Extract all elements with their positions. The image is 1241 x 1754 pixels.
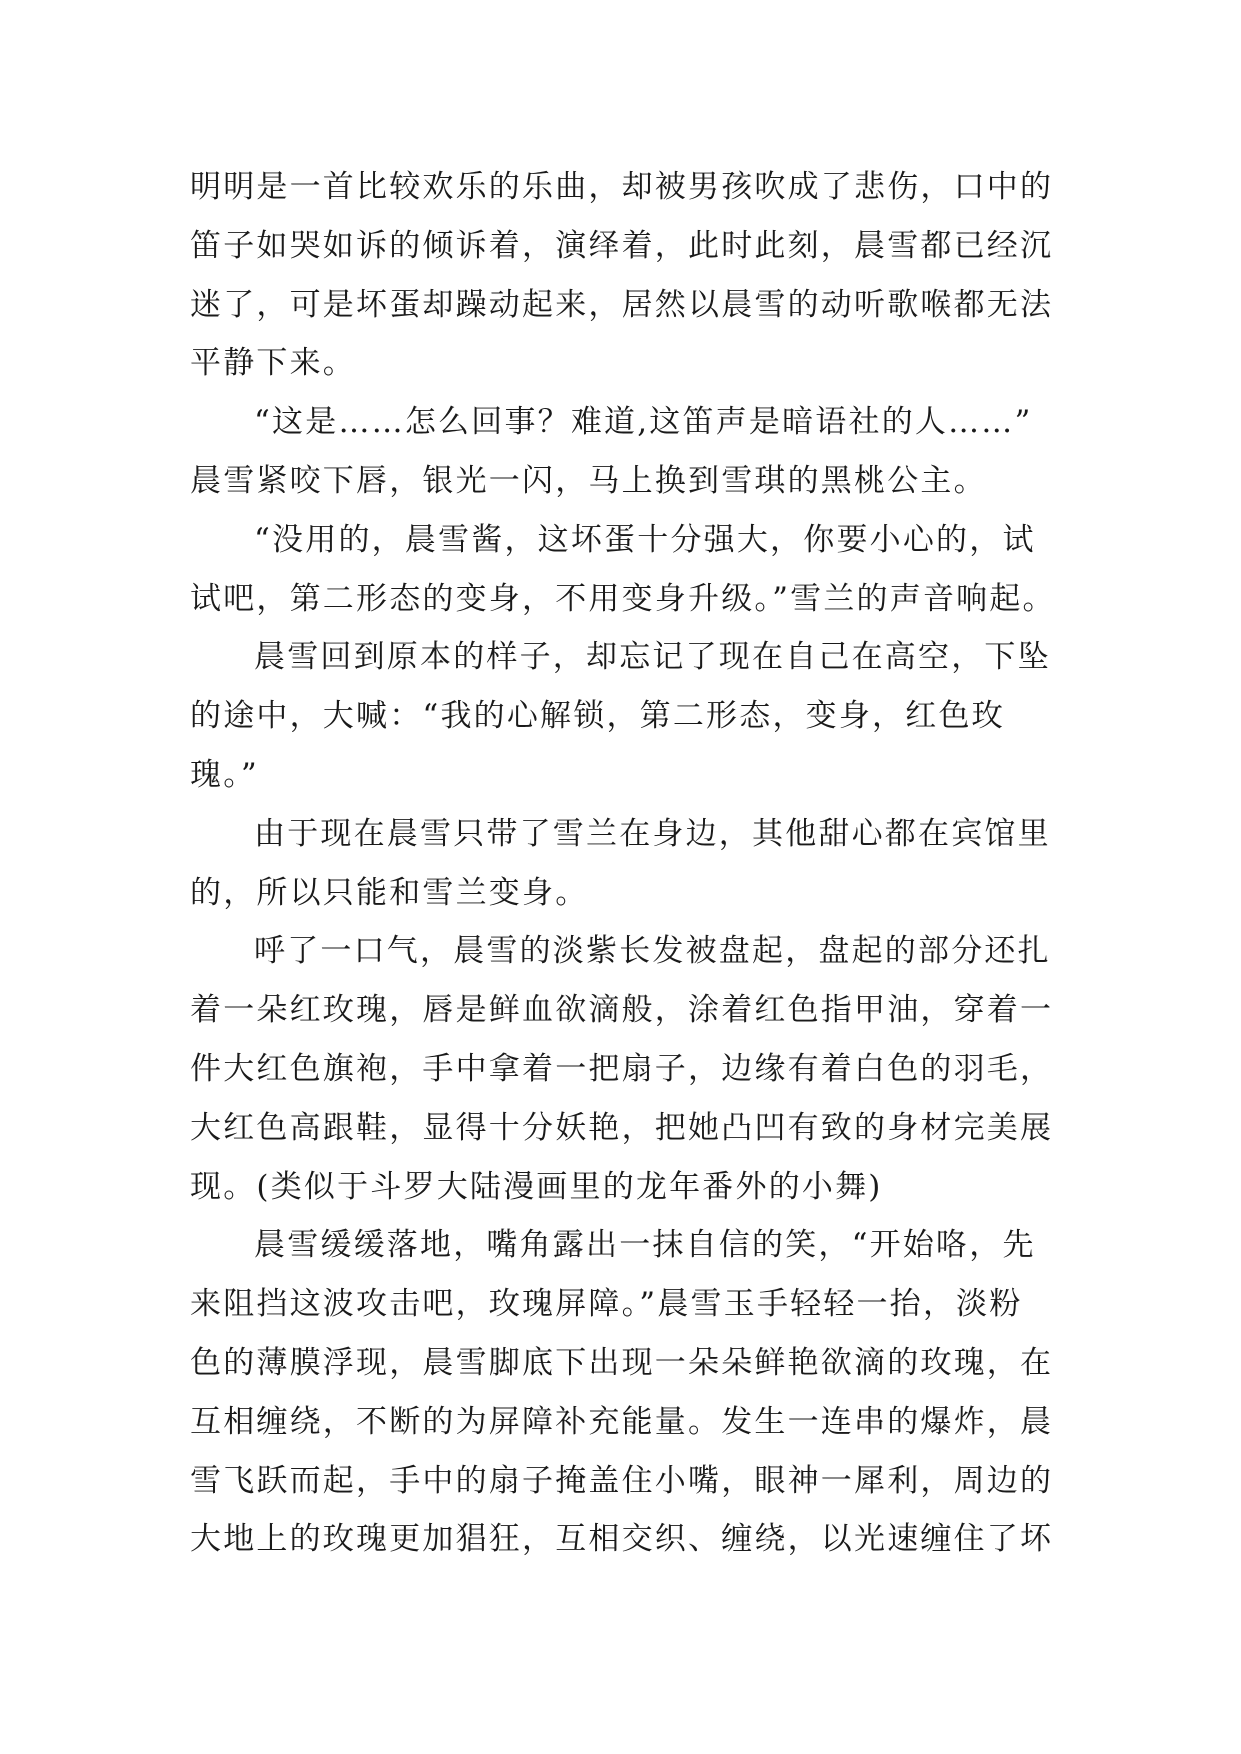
- text-line: 平静下来。: [190, 345, 356, 382]
- document-text: [190, 158, 1070, 1569]
- text-line: 试吧，第二形态的变身，不用变身升级。”雪兰的声音响起。: [190, 580, 1056, 617]
- text-line: 大地上的玫瑰更加猖狂，互相交织、缠绕，以光速缠住了坏: [190, 1521, 1054, 1558]
- text-line: 互相缠绕，不断的为屏障补充能量。发生一连串的爆炸，晨: [190, 1403, 1054, 1440]
- text-line: 着一朵红玫瑰，唇是鲜血欲滴般，涂着红色指甲油，穿着一: [190, 992, 1054, 1029]
- text-line: 大红色高跟鞋，显得十分妖艳，把她凸凹有致的身材完美展: [190, 1109, 1054, 1146]
- text-line: 现。(类似于斗罗大陆漫画里的龙年番外的小舞): [190, 1168, 883, 1205]
- text-line: 雪飞跃而起，手中的扇子掩盖住小嘴，眼神一犀利，周边的: [190, 1462, 1054, 1499]
- text-line: 瑰。”: [190, 756, 259, 793]
- paragraph-first-line: 由于现在晨雪只带了雪兰在身边，其他甜心都在宾馆里: [254, 815, 1051, 852]
- text-line: 的，所以只能和雪兰变身。: [190, 874, 589, 911]
- paragraph-first-line: 晨雪回到原本的样子，却忘记了现在自己在高空，下坠: [254, 639, 1051, 676]
- text-line: 件大红色旗袍，手中拿着一把扇子，边缘有着白色的羽毛，: [190, 1050, 1054, 1087]
- paragraph-first-line: “这是……怎么回事？难道,这笛声是暗语社的人……”: [254, 404, 1033, 441]
- text-line: 色的薄膜浮现，晨雪脚底下出现一朵朵鲜艳欲滴的玫瑰，在: [190, 1344, 1054, 1381]
- paragraph-first-line: 呼了一口气，晨雪的淡紫长发被盘起，盘起的部分还扎: [254, 933, 1051, 970]
- text-line: 明明是一首比较欢乐的乐曲，却被男孩吹成了悲伤，口中的: [190, 169, 1054, 205]
- text-line: 来阻挡这波攻击吧，玫瑰屏障。”晨雪玉手轻轻一抬，淡粉: [190, 1286, 1023, 1323]
- text-line: 晨雪紧咬下唇，银光一闪，马上换到雪琪的黑桃公主。: [190, 462, 987, 499]
- text-line: 笛子如哭如诉的倾诉着，演绎着，此时此刻，晨雪都已经沉: [190, 227, 1054, 264]
- text-line: 的途中，大喊：“我的心解锁，第二形态，变身，红色玫: [190, 698, 1005, 735]
- paragraph-first-line: 晨雪缓缓落地，嘴角露出一抹自信的笑，“开始咯，先: [254, 1227, 1036, 1264]
- paragraph-first-line: “没用的，晨雪酱，这坏蛋十分强大，你要小心的，试: [254, 521, 1036, 558]
- text-line: 迷了，可是坏蛋却躁动起来，居然以晨雪的动听歌喉都无法: [190, 286, 1054, 323]
